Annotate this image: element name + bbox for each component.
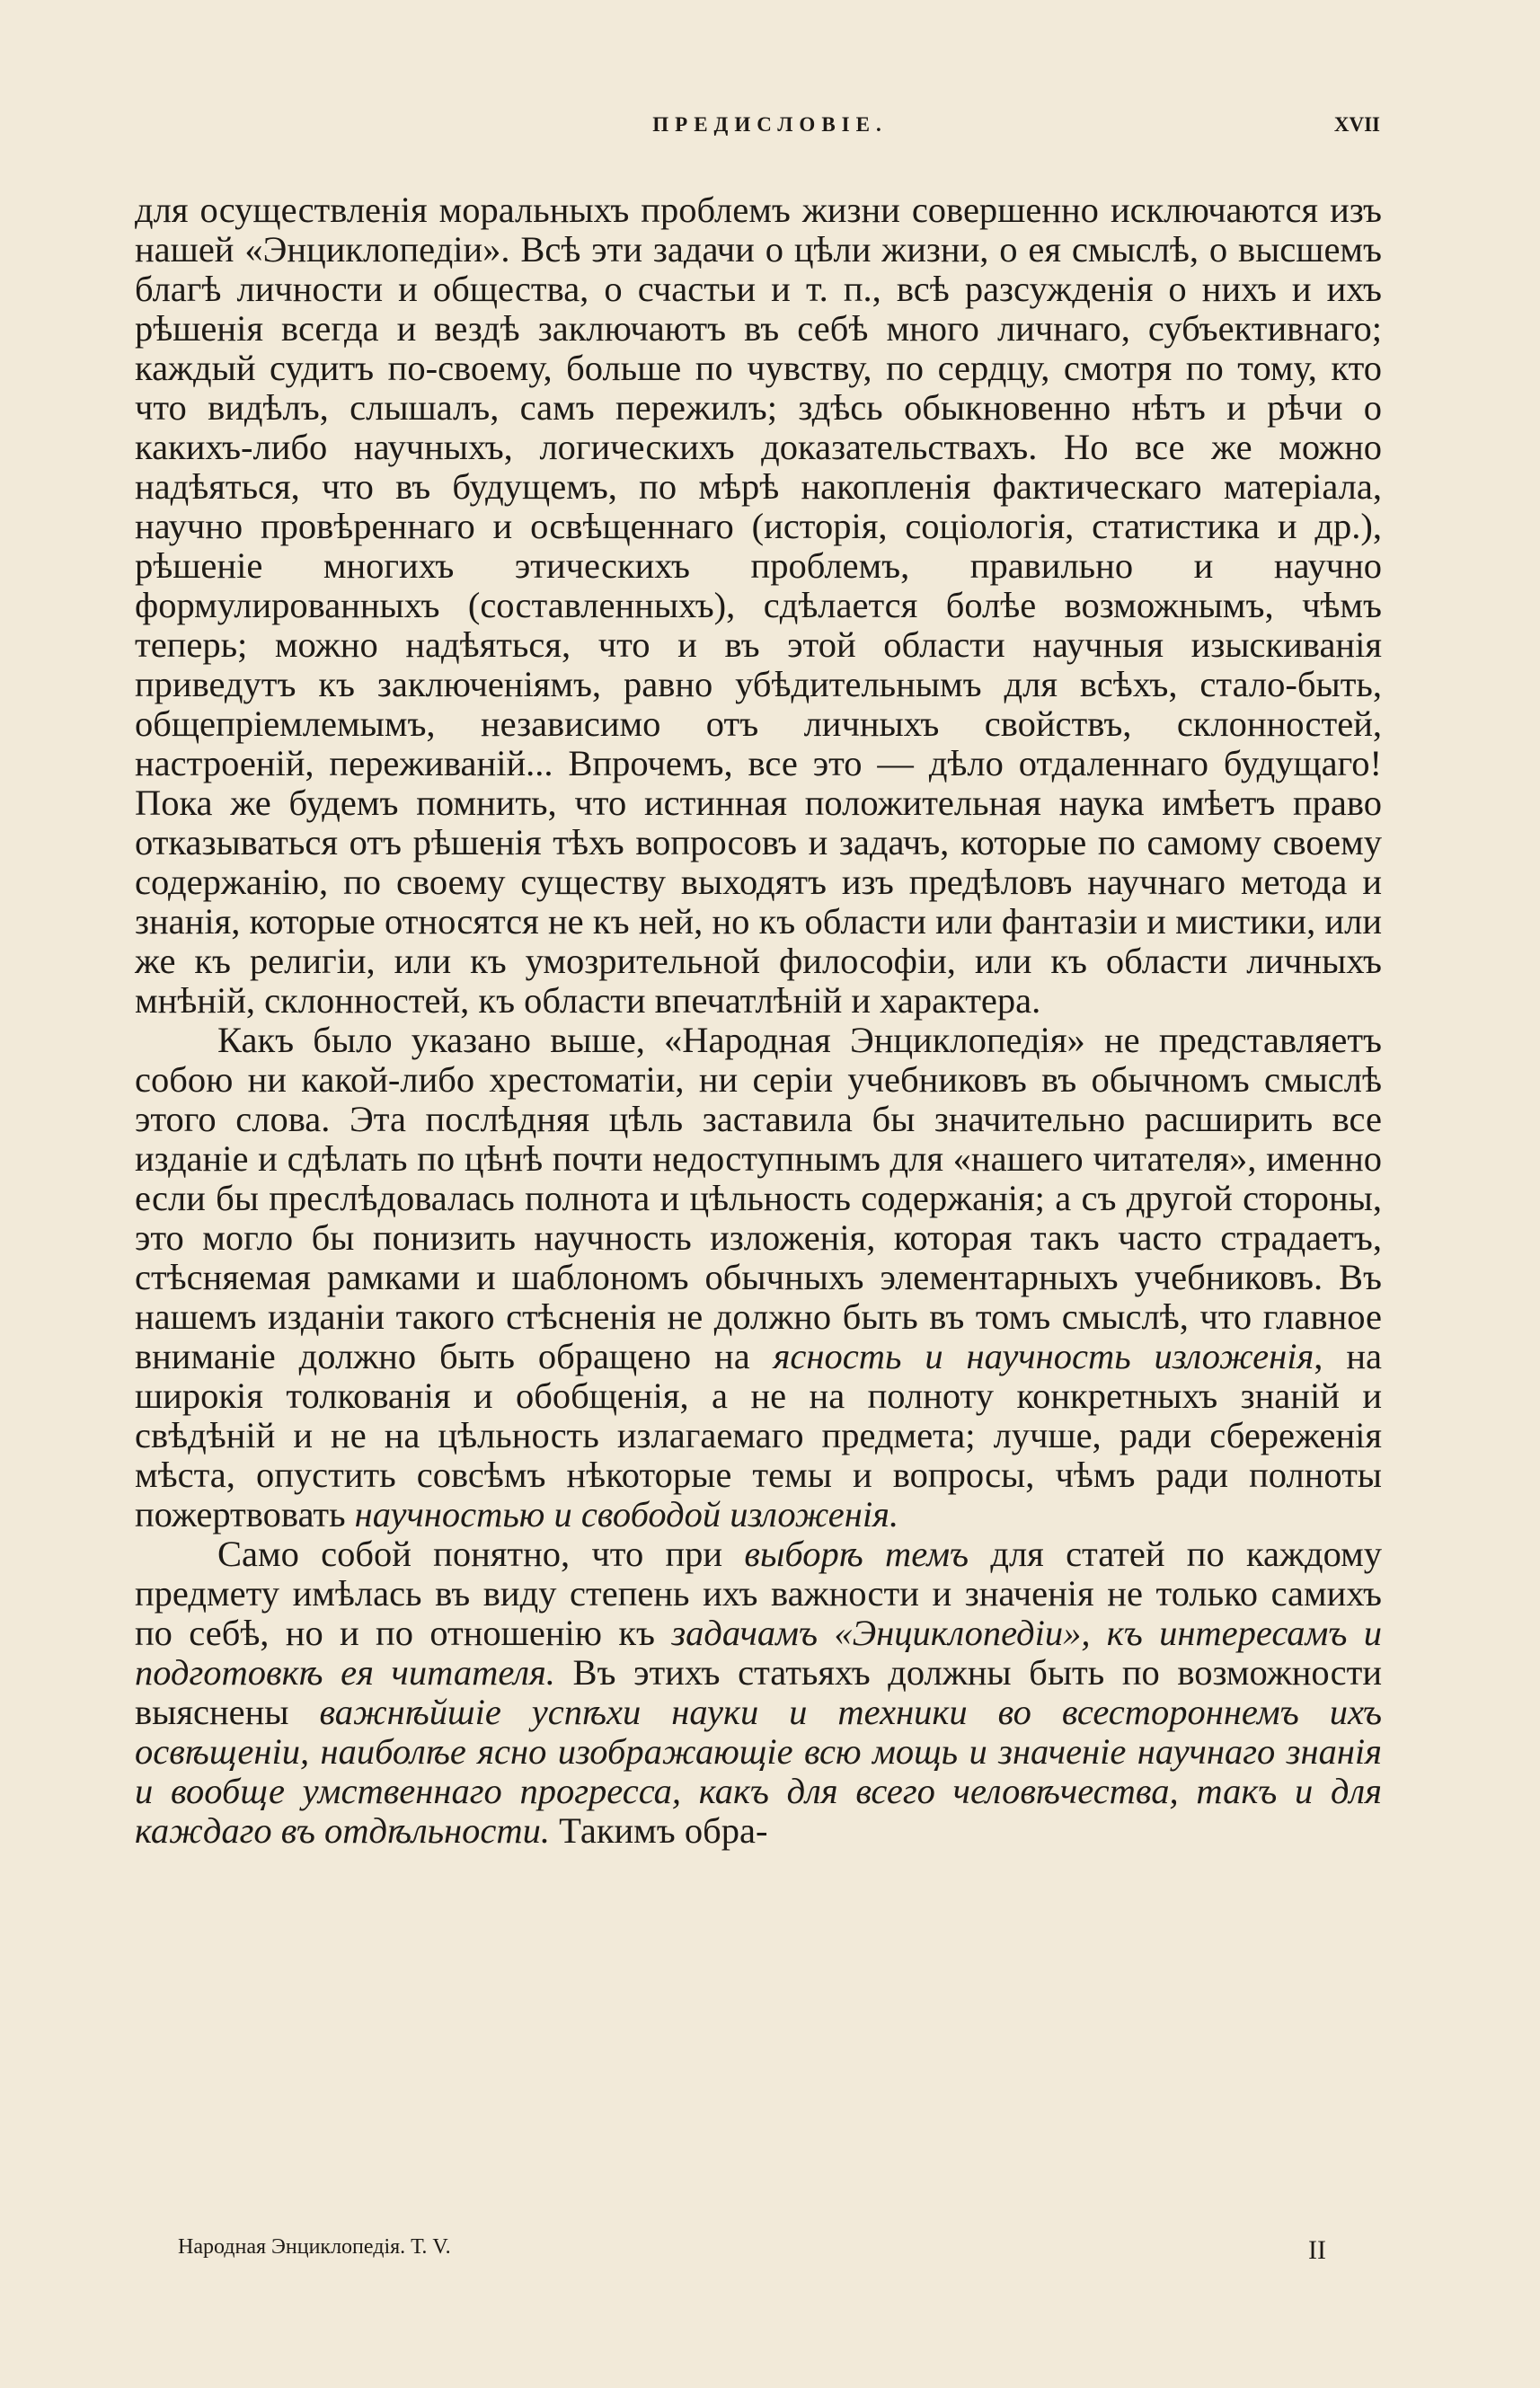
italic-phrase: выборѣ темъ (744, 1534, 969, 1574)
text-run: Само собой понятно, что при (217, 1534, 745, 1574)
page-number: XVII (1333, 113, 1380, 136)
italic-phrase: задачамъ «Энциклопедіи», къ интересамъ и подготовкѣ ея читателя. (135, 1613, 1382, 1693)
text-run: для осуществленія моральныхъ проблемъ жизни совершенно исключаются изъ нашей «Энциклопедіи». Всѣ эти задачи о цѣли жизни, о ея смыслѣ, о высшемъ благѣ личности и общества, о счастьи и т. п., всѣ разсужденія о нихъ и ихъ рѣшенія всегда и вездѣ заключаютъ въ себѣ много личнаго, субъективнаго; каждый судитъ по-своему, больше по чувству, по сердцу, смотря по тому, кто что видѣлъ, слышалъ, самъ пережилъ; здѣсь обыкновенно нѣтъ и рѣчи о какихъ-либо научныхъ, логическихъ доказательствахъ. Но все же можно надѣяться, что въ будущемъ, по мѣрѣ накопленія фактическаго матеріала, научно провѣреннаго и освѣщеннаго (исторія, соціологія, статистика и др.), рѣшеніе многихъ этическихъ проблемъ, правильно и научно формулированныхъ (составленныхъ), сдѣлается болѣе возможнымъ, чѣмъ теперь; можно надѣяться, что и въ этой области научныя изыскиванія приведутъ къ заключеніямъ, равно убѣдительнымъ для всѣхъ, стало-быть, общепріемлемымъ, независимо отъ личныхъ свойствъ, склонностей, настроеній, переживаній... Впрочемъ, все это — дѣло отдаленнаго будущаго! Пока же будемъ помнить, что истинная положительная наука имѣетъ право отказываться отъ рѣшенія тѣхъ вопросовъ и задачъ, которые по самому своему содержанію, по своему существу выходятъ изъ предѣловъ научнаго метода и знанія, которые относятся не къ ней, но къ области или фантазіи и мистики, или же къ религіи, или къ умозрительной философіи, или къ области личныхъ мнѣній, склонностей, къ области впечатлѣній и характера. (135, 190, 1382, 1021)
text-run: Какъ было указано выше, «Народная Энциклопедія» не представляетъ собою ни какой-либо хрестоматіи, ни серіи учебниковъ въ обычномъ смыслѣ этого слова. Эта послѣдняя цѣль заставила бы значительно расширить все изданіе и сдѣлать по цѣнѣ почти недоступнымъ для «нашего читателя», именно если бы преслѣдовалась полнота и цѣльность содержанія; а съ другой стороны, это могло бы понизить научность изложенія, которая такъ часто страдаетъ, стѣсняемая рамками и шаблономъ обычныхъ элементарныхъ учебниковъ. Въ нашемъ изданіи такого стѣсненія не должно быть въ томъ смыслѣ, что главное вниманіе должно быть обращено на (135, 1020, 1382, 1376)
running-head (0, 113, 1540, 149)
signature-line: Народная Энциклопедія. Т. V. (178, 2235, 451, 2259)
italic-phrase: важнѣйшіе успѣхи науки и техники во всестороннемъ ихъ освѣщеніи, наиболѣе ясно изображающіе всю мощь и значеніе научнаго знанія и вообще умственнаго прогресса, какъ для всего человѣчества, такъ и для каждаго въ отдѣльности. (135, 1692, 1382, 1851)
page-title: ПРЕДИСЛОВІЕ. (652, 113, 888, 136)
page-footer (0, 2235, 1540, 2271)
paragraph (135, 1535, 1382, 1851)
text-run: для статей по каждому предмету имѣлась въ виду степень ихъ важности и значенія не только самихъ по себѣ, но и по отношенію къ (135, 1534, 1382, 1653)
paragraph (135, 190, 1382, 1021)
italic-phrase: научностью и свободой изложенія. (354, 1494, 899, 1535)
text-run: , на широкія толкованія и обобщенія, а не на полноту конкретныхъ знаній и свѣдѣній и не на цѣльность излагаемаго предмета; лучше, ради сбереженія мѣста, опустить совсѣмъ нѣкоторые темы и вопросы, чѣмъ ради полноты пожертвовать (135, 1336, 1382, 1535)
body-text (135, 190, 1382, 1851)
paragraph (135, 1021, 1382, 1535)
sheet-mark: II (1308, 2235, 1326, 2265)
italic-phrase: ясность и научность изложенія (773, 1336, 1314, 1376)
text-run: Такимъ обра- (550, 1810, 768, 1851)
text-run: Въ этихъ статьяхъ должны быть по возможности выяснены (135, 1652, 1382, 1732)
